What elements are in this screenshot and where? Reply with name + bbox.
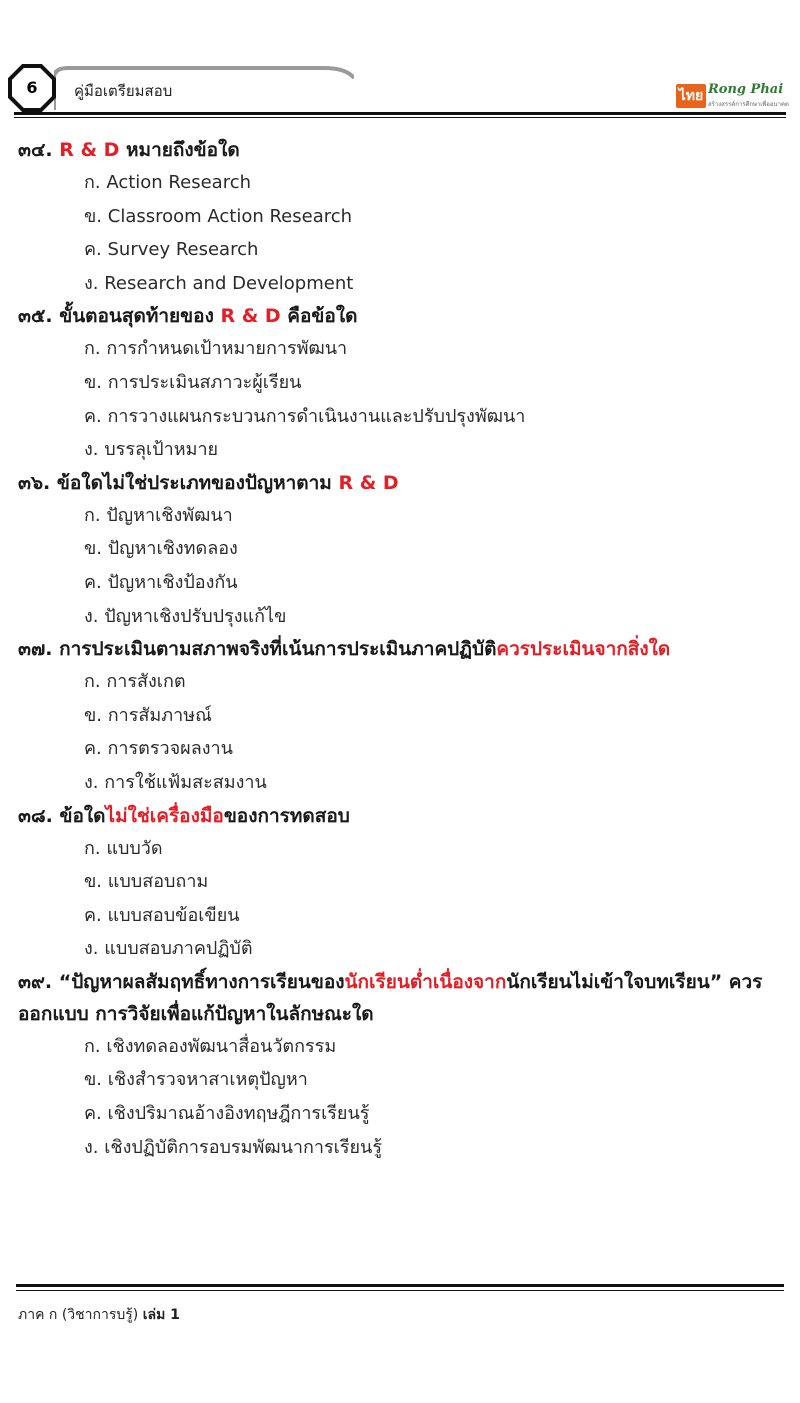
page-header xyxy=(0,0,800,120)
question-39 xyxy=(18,966,788,1164)
question-34 xyxy=(18,134,788,300)
option-d: ง. แบบสอบภาคปฏิบัติ xyxy=(84,938,253,960)
option-d: ง. การใช้แฟ้มสะสมงาน xyxy=(84,771,267,793)
header-title: คู่มือเตรียมสอบ xyxy=(74,82,173,100)
question-37 xyxy=(18,633,788,799)
option-b: ข. ปัญหาเชิงทดลอง xyxy=(84,538,238,560)
question-38 xyxy=(18,800,788,966)
footer-volume: เล่ม 1 xyxy=(142,1307,180,1323)
question-36 xyxy=(18,467,788,633)
option-c: ค. Survey Research xyxy=(84,239,259,261)
question-text xyxy=(18,633,788,665)
option-a: ก. แบบวัด xyxy=(84,837,163,859)
option-b: ข. การประเมินสภาวะผู้เรียน xyxy=(84,371,302,393)
question-number: ๓๔. xyxy=(18,139,53,161)
option-c: ค. การตรวจผลงาน xyxy=(84,738,233,760)
question-35 xyxy=(18,300,788,466)
question-text xyxy=(18,300,788,332)
option-a: ก. การกำหนดเป้าหมายการพัฒนา xyxy=(84,338,348,360)
option-d: ง. บรรลุเป้าหมาย xyxy=(84,439,219,461)
question-lead: ข้อใด xyxy=(52,804,106,827)
logo-mark: ไทย xyxy=(676,84,706,108)
option-a: ก. Action Research xyxy=(84,172,252,193)
logo-tagline: สร้างสรรค์การศึกษาเพื่ออนาคต xyxy=(708,101,789,108)
question-rest: นักเรียนไม่เข้าใจบทเรียน” ควรออกแบบ การวิจัยเพื่อแก้ปัญหาในลักษณะใด xyxy=(18,970,763,1025)
question-list xyxy=(18,134,788,1164)
option-b: ข. แบบสอบถาม xyxy=(84,871,209,893)
question-number: ๓๗. xyxy=(18,638,53,661)
option-b: ข. การสัมภาษณ์ xyxy=(84,704,212,726)
option-c: ค. แบบสอบข้อเขียน xyxy=(84,904,240,926)
question-highlight: R & D xyxy=(220,305,281,328)
question-lead: การประเมินตามสภาพจริงที่เน้นการประเมินภาคปฏิบัติ xyxy=(52,638,497,661)
question-highlight: R & D xyxy=(338,471,399,494)
footer-text: ภาค ก (วิชาการบรู้) xyxy=(18,1307,143,1323)
question-text xyxy=(18,966,788,1030)
question-number: ๓๙. xyxy=(18,970,53,993)
question-rest: คือข้อใด xyxy=(280,305,358,328)
question-number: ๓๕. xyxy=(18,305,53,328)
option-a: ก. ปัญหาเชิงพัฒนา xyxy=(84,504,233,526)
option-d: ง. Research and Development xyxy=(84,272,354,294)
question-rest: หมายถึงข้อใด xyxy=(119,139,240,161)
question-text xyxy=(18,800,788,832)
question-lead: ขั้นตอนสุดท้ายของ xyxy=(52,305,221,328)
option-c: ค. เชิงปริมาณอ้างอิงทฤษฎีการเรียนรู้ xyxy=(84,1103,370,1125)
option-b: ข. เชิงสำรวจหาสาเหตุปัญหา xyxy=(84,1069,308,1091)
question-lead: ข้อใดไม่ใช่ประเภทของปัญหาตาม xyxy=(50,471,339,494)
footer-rule xyxy=(16,1284,784,1287)
logo-name: Rong Phai xyxy=(708,82,784,97)
option-c: ค. ปัญหาเชิงป้องกัน xyxy=(84,571,238,593)
question-number: ๓๘. xyxy=(18,804,53,827)
question-number: ๓๖. xyxy=(18,471,51,494)
question-highlight: ไม่ใช่เครื่องมือ xyxy=(105,804,224,827)
option-b: ข. Classroom Action Research xyxy=(84,205,353,227)
option-d: ง. ปัญหาเชิงปรับปรุงแก้ไข xyxy=(84,605,287,627)
option-a: ก. เชิงทดลองพัฒนาสื่อนวัตกรรม xyxy=(84,1035,337,1057)
question-highlight: นักเรียนต่ำเนื่องจาก xyxy=(344,970,507,993)
question-highlight: ควรประเมินจากสิ่งใด xyxy=(496,638,671,661)
option-a: ก. การสังเกต xyxy=(84,671,186,693)
footer-rule-thin xyxy=(16,1290,784,1291)
question-text xyxy=(18,134,788,166)
header-rule xyxy=(14,112,786,115)
logo xyxy=(676,78,789,110)
option-d: ง. เชิงปฏิบัติการอบรมพัฒนาการเรียนรู้ xyxy=(84,1136,383,1158)
page-number-badge xyxy=(8,64,56,112)
page-footer xyxy=(18,1304,180,1326)
header-rule-thin xyxy=(14,117,786,118)
option-c: ค. การวางแผนกระบวนการดำเนินงานและปรับปรุงพัฒนา xyxy=(84,405,526,427)
question-lead: “ปัญหาผลสัมฤทธิ์ทางการเรียนของ xyxy=(52,970,345,993)
question-text xyxy=(18,467,788,499)
question-highlight: R & D xyxy=(59,139,120,161)
page-number: 6 xyxy=(26,78,38,97)
question-rest: ของการทดสอบ xyxy=(223,804,350,827)
